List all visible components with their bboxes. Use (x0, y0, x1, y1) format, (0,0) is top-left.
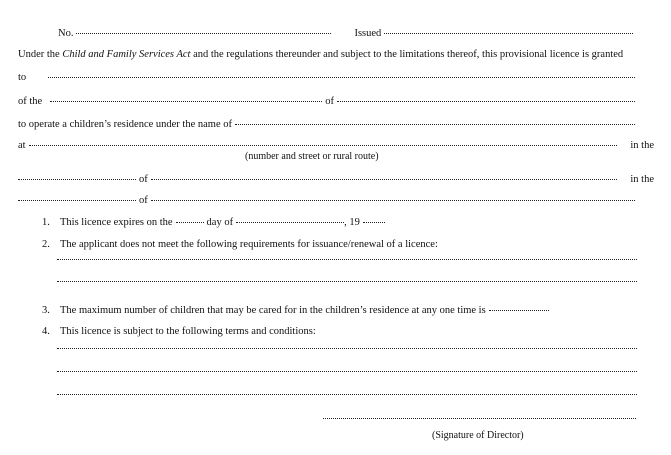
item-2-text: The applicant does not meet the following requirements for issuance/renewal of a licence: (60, 239, 438, 250)
item-2-row (42, 238, 636, 252)
act-name: Child and Family Services Act (62, 49, 191, 60)
requirements-line-2 (57, 282, 637, 296)
expiry-day-field[interactable] (176, 221, 204, 223)
licence-number-field[interactable] (76, 32, 331, 34)
conditions-field-3[interactable] (57, 393, 637, 395)
issued-label: Issued (354, 28, 382, 39)
licensee-name-field[interactable] (48, 76, 635, 78)
residence-name-row (18, 118, 638, 132)
director-signature-field[interactable] (323, 417, 636, 419)
item-4-number: 4. (42, 326, 50, 337)
expiry-year-field[interactable] (363, 221, 385, 223)
item-4-row (42, 325, 636, 339)
requirements-field-1[interactable] (57, 258, 637, 260)
to-label: to (18, 72, 27, 83)
item-3-number: 3. (42, 305, 50, 316)
operate-label: to operate a children’s residence under the name of (18, 119, 232, 130)
licensee-municipality-field[interactable] (50, 100, 322, 102)
item-1-text-c: , 19 (344, 217, 360, 228)
item-1-text-b: day of (206, 217, 234, 228)
preamble-line (18, 48, 636, 62)
conditions-line-3 (57, 395, 637, 409)
expiry-month-field[interactable] (236, 221, 344, 223)
item-4-text: This licence is subject to the following terms and conditions: (60, 326, 316, 337)
municipality-row-1 (18, 173, 654, 187)
street-address-field[interactable] (29, 144, 618, 146)
signature-label: (Signature of Director) (432, 430, 524, 441)
preamble-part2: and the regulations thereunder and subject to the limitations thereof, this provisional licence is granted (193, 49, 624, 60)
item-1-number: 1. (42, 217, 50, 228)
issued-date-field[interactable] (384, 32, 633, 34)
licensee-region-field[interactable] (337, 100, 635, 102)
at-label: at (18, 140, 26, 151)
residence-name-field[interactable] (235, 123, 635, 125)
preamble-part1: Under the (18, 49, 60, 60)
item-1-text-a: This licence expires on the (60, 217, 173, 228)
header-row (58, 27, 636, 41)
municipality-row-2 (18, 194, 638, 208)
licence-number-label: No. (58, 28, 74, 39)
in-the-label: in the (630, 140, 654, 151)
item-3-row (42, 304, 552, 318)
max-children-field[interactable] (489, 309, 549, 311)
of-label: of (325, 96, 334, 107)
requirements-field-2[interactable] (57, 280, 637, 282)
item-3-text: The maximum number of children that may be cared for in the children’s residence at any one time is (60, 305, 486, 316)
conditions-line-2 (57, 372, 637, 386)
of-label-2: of (139, 174, 148, 185)
conditions-line-1 (57, 349, 637, 363)
requirements-line-1 (57, 260, 637, 274)
item-2-number: 2. (42, 239, 50, 250)
address-note: (number and street or rural route) (245, 151, 379, 162)
municipality-type-field-1[interactable] (18, 178, 136, 180)
in-the-label-2: in the (630, 174, 654, 185)
licensee-location-row (18, 95, 638, 109)
item-1-row (42, 216, 402, 230)
conditions-field-1[interactable] (57, 347, 637, 349)
of-the-label: of the (18, 96, 43, 107)
conditions-field-2[interactable] (57, 370, 637, 372)
of-label-3: of (139, 195, 148, 206)
municipality-name-field-2[interactable] (151, 199, 635, 201)
municipality-type-field-2[interactable] (18, 199, 136, 201)
licensee-row (18, 71, 638, 85)
municipality-name-field-1[interactable] (151, 178, 618, 180)
